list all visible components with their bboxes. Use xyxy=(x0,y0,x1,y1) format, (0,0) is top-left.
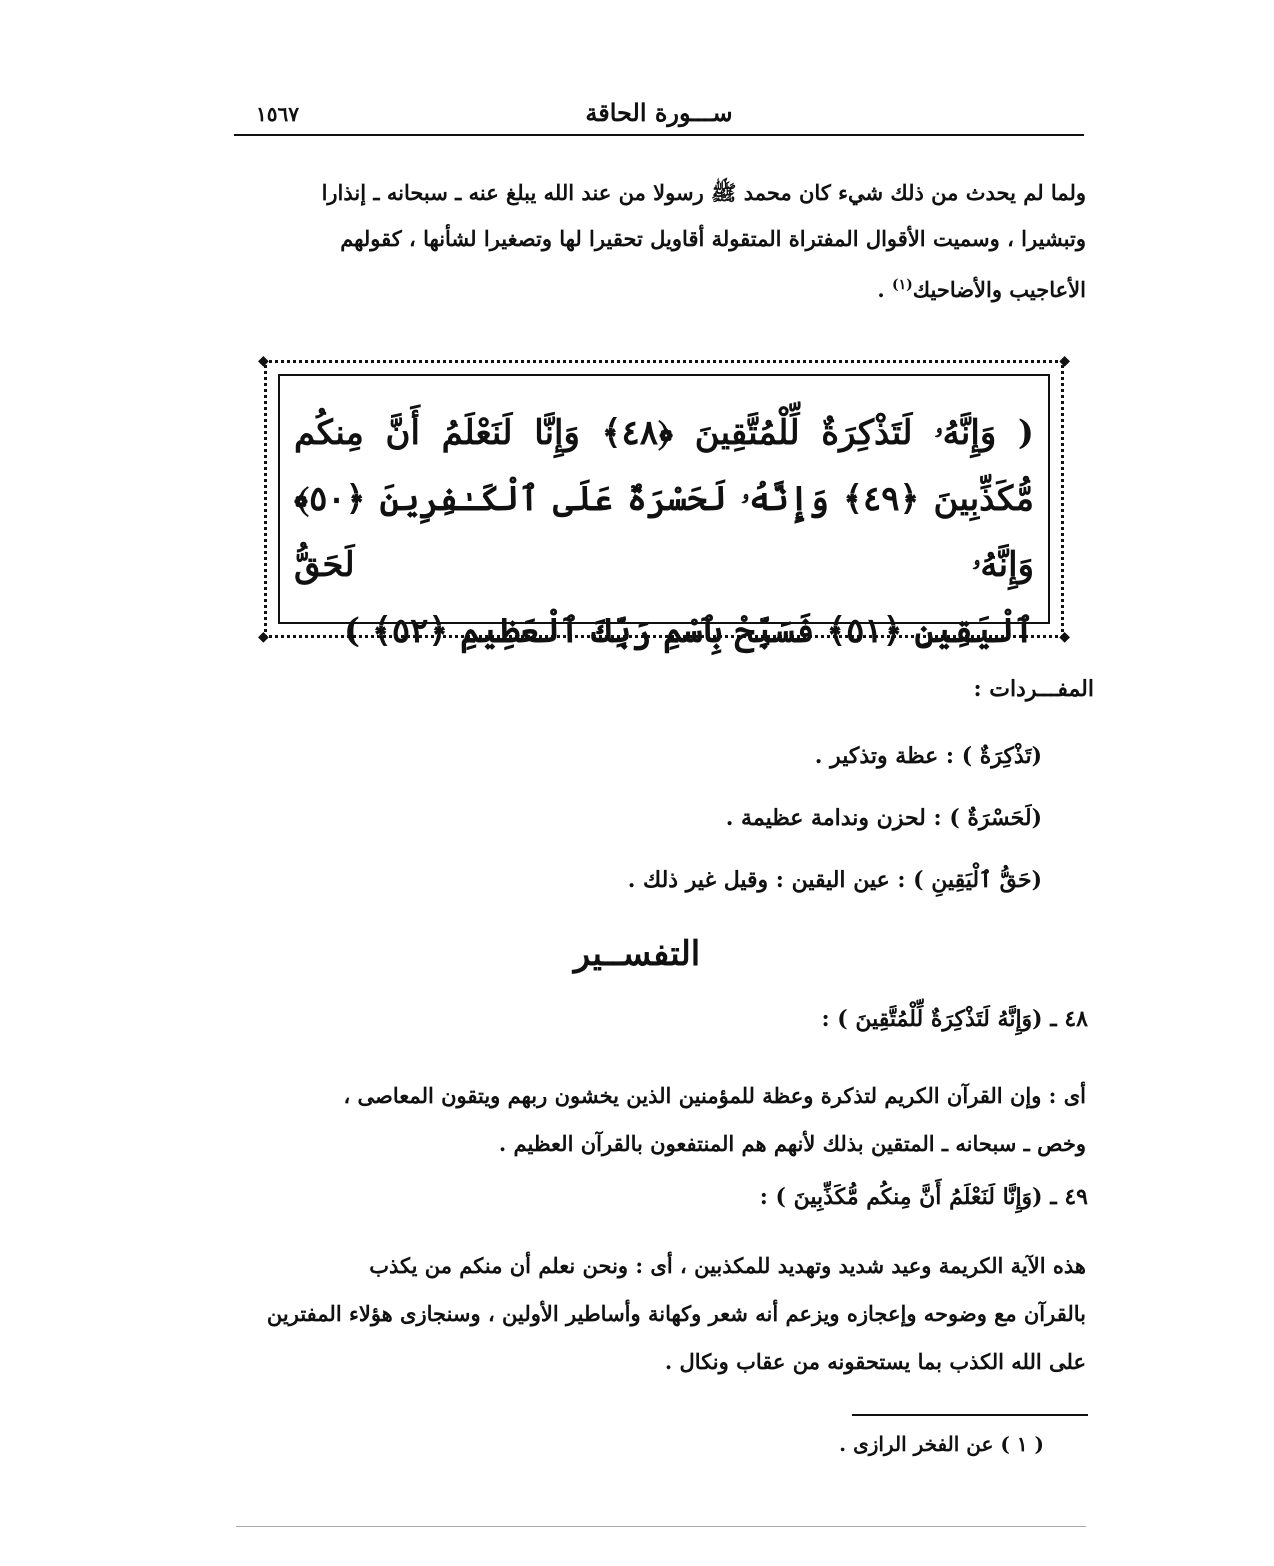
intro-paragraph xyxy=(240,170,1086,313)
quran-verses-box xyxy=(258,353,1070,651)
corner-ornament-icon: ◆ xyxy=(1059,629,1070,645)
verse-48-heading: ٤٨ ـ (وَإِنَّهُ لَتَذْكِرَةٌ لِّلْمُتَّقِينَ ) : xyxy=(821,1006,1088,1032)
intro-line-text: الأعاجيب والأضاحيك xyxy=(912,277,1086,302)
quran-line: ٱلْيَقِينِ ﴿٥١﴾ فَسَبِّحْ بِٱسْمِ رَبِّكَ ٱلْعَظِيمِ ﴿٥٢﴾ ) xyxy=(344,611,1034,651)
page-number: ١٥٦٧ xyxy=(256,102,299,126)
quran-line: ( وَإِنَّهُۥ لَتَذْكِرَةٌ لِّلْمُتَّقِينَ ﴿٤٨﴾ وَإِنَّا لَنَعْلَمُ أَنَّ مِنكُم xyxy=(294,413,1034,453)
vocab-heading: المفـــردات : xyxy=(973,676,1094,702)
footnote: ( ١ ) عن الفخر الرازى . xyxy=(839,1432,1044,1456)
intro-line-last xyxy=(240,262,1086,313)
commentary-line: وخص ـ سبحانه ـ المتقين بذلك لأنهم هم المنتفعون بالقرآن العظيم . xyxy=(498,1131,1086,1156)
corner-ornament-icon: ◆ xyxy=(1059,353,1070,369)
commentary-line: على الله الكذب بما يستحقونه من عقاب ونكال . xyxy=(664,1349,1086,1374)
intro-line: ولما لم يحدث من ذلك شيء كان محمد ﷺ رسولا من عند الله يبلغ عنه ـ سبحانه ـ إنذارا xyxy=(321,180,1086,205)
corner-ornament-icon: ◆ xyxy=(258,629,269,645)
quran-text xyxy=(294,400,1034,664)
header-rule xyxy=(234,134,1084,136)
page-header xyxy=(234,94,1084,136)
footnote-reference: (١) xyxy=(892,277,913,293)
intro-tail: . xyxy=(877,277,893,302)
verse-49-heading: ٤٩ ـ (وَإِنَّا لَنَعْلَمُ أَنَّ مِنكُم مُّكَذِّبِينَ ) : xyxy=(759,1184,1088,1210)
commentary-line: أى : وإن القرآن الكريم لتذكرة وعظة للمؤمنين الذين يخشون ربهم ويتقون المعاصى ، xyxy=(343,1083,1086,1108)
verse-48-commentary xyxy=(240,1072,1086,1168)
corner-ornament-icon: ◆ xyxy=(258,353,269,369)
footnote-rule xyxy=(852,1414,1088,1416)
surah-title: ســـورة الحاقة xyxy=(585,98,733,127)
quran-line: مُّكَذِّبِينَ ﴿٤٩﴾ وَإِنَّهُۥ لَحَسْرَةٌ عَلَى ٱلْكَـٰفِرِينَ ﴿٥٠﴾ وَإِنَّهُۥ لَحَقُّ xyxy=(294,479,1034,585)
vocab-item: (تَذْكِرَةٌ ) : عظة وتذكير . xyxy=(814,743,1042,769)
verse-49-commentary xyxy=(240,1242,1086,1386)
vocab-item: (لَحَسْرَةٌ ) : لحزن وندامة عظيمة . xyxy=(725,805,1042,831)
intro-line: وتبشيرا ، وسميت الأقوال المفتراة المتقولة أقاويل تحقيرا لها وتصغيرا لشأنها ، كقولهم xyxy=(340,226,1086,251)
vocab-item: (حَقُّ ٱلْيَقِينِ ) : عين اليقين : وقيل غير ذلك . xyxy=(627,867,1042,893)
bottom-scan-line xyxy=(236,1526,1086,1527)
tafsir-heading: التفســير xyxy=(573,934,701,974)
vocab-list xyxy=(628,736,1042,922)
commentary-line: بالقرآن مع وضوحه وإعجازه ويزعم أنه شعر وكهانة وأساطير الأولين ، وسنجازى هؤلاء المفترين xyxy=(266,1301,1086,1326)
commentary-line: هذه الآية الكريمة وعيد شديد وتهديد للمكذبين ، أى : ونحن نعلم أن منكم من يكذب xyxy=(369,1253,1086,1278)
